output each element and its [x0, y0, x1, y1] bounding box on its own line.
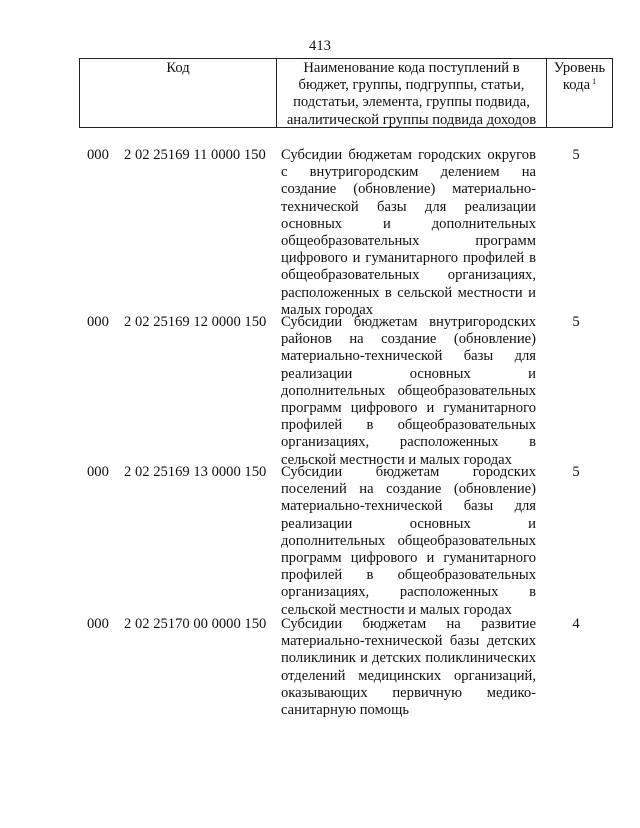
row-revenue-code: 2 02 25170 00 0000 150: [124, 616, 267, 632]
row-revenue-code: 2 02 25169 13 0000 150: [124, 464, 267, 480]
row-name: Субсидии бюджетам на развитие материально-технической базы детских поликлиник и детских поликлинических отделений медицинских организаций, оказывающих первичную медико-санитарную помощь: [281, 616, 536, 719]
header-level: [547, 59, 612, 127]
row-level: 5: [572, 464, 580, 480]
header-name: Наименование кода поступлений в бюджет, группы, подгруппы, статьи, подстатьи, элемента, группы подвида, аналитической группы подвида доходов: [277, 59, 547, 127]
row-name: Субсидии бюджетам внутригородских районов на создание (обновление) материально-технической базы для реализации основных и дополнительных общеобразовательных программ цифрового и гуманитарного профилей в общеобразовательных организациях, расположенных в сельской местности и малых городах: [281, 314, 536, 468]
row-level: 5: [572, 147, 580, 163]
header-level-footnote: 1: [592, 77, 597, 87]
row-admin-code: 000: [87, 147, 109, 163]
header-code: Код: [80, 59, 277, 127]
row-name: Субсидии бюджетам городских поселений на создание (обновление) материально-технической базы для реализации основных и дополнительных общеобразовательных программ цифрового и гуманитарного профилей в общеобразовательных организациях, расположенных в сельской местности и малых городах: [281, 464, 536, 618]
row-level: 4: [572, 616, 580, 632]
header-level-label: Уровень кода: [553, 60, 606, 94]
row-admin-code: 000: [87, 616, 109, 632]
row-revenue-code: 2 02 25169 11 0000 150: [124, 147, 266, 163]
row-level: 5: [572, 314, 580, 330]
row-admin-code: 000: [87, 464, 109, 480]
table-header: [79, 58, 613, 128]
page-number: 413: [309, 38, 331, 54]
row-revenue-code: 2 02 25169 12 0000 150: [124, 314, 267, 330]
row-name: Субсидии бюджетам городских округов с внутригородским делением на создание (обновление) материально-технической базы для реализации основных и дополнительных общеобразовательных программ цифрового и гуманитарного профилей в общеобразовательных организациях, расположенных в сельской местности и малых городах: [281, 147, 536, 318]
row-admin-code: 000: [87, 314, 109, 330]
